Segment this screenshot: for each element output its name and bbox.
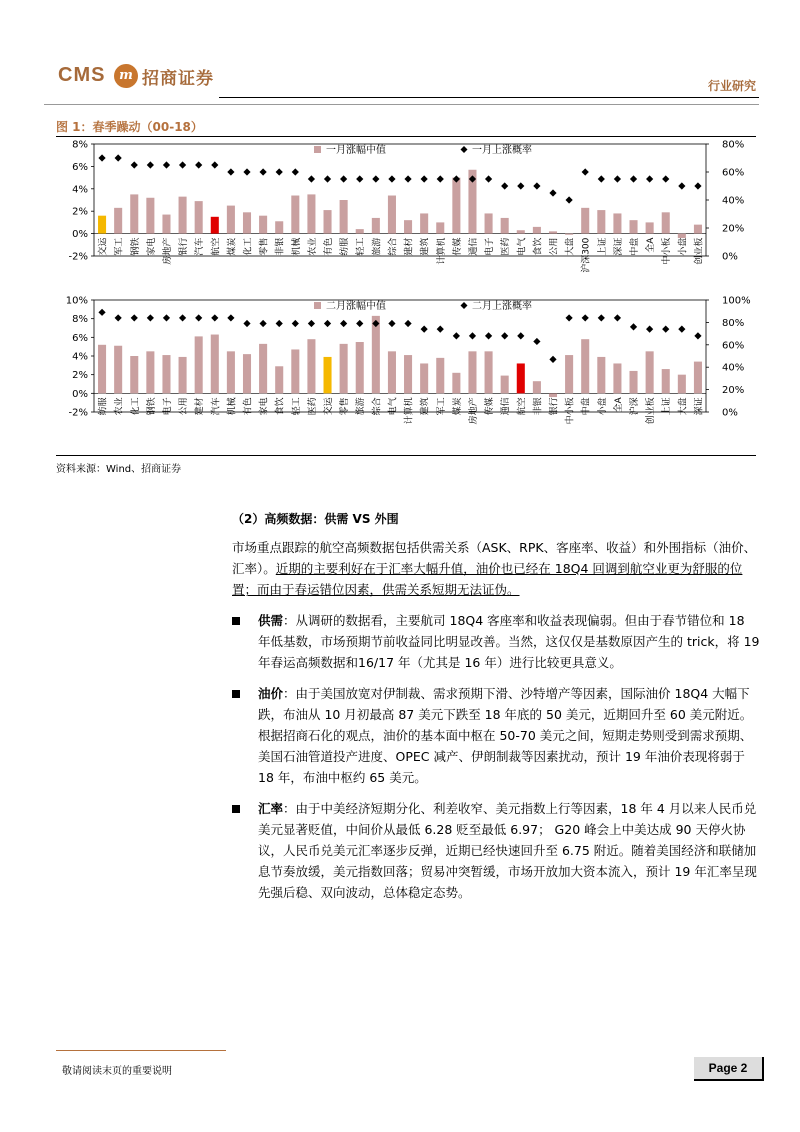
marker-非银	[276, 168, 283, 175]
y-tick-label: 6%	[72, 161, 88, 173]
marker-上证	[662, 326, 669, 333]
category-label: 家电	[146, 237, 157, 256]
bar-纺服	[98, 345, 106, 394]
marker-医药	[308, 320, 315, 327]
bar-通信	[501, 376, 509, 394]
bullet-exchange-rate	[232, 798, 760, 903]
marker-深证	[694, 332, 701, 339]
marker-小盘	[598, 314, 605, 321]
category-label: 房地产	[162, 237, 173, 265]
marker-创业板	[694, 182, 701, 189]
marker-房地产	[469, 332, 476, 339]
category-label: 中小板	[662, 237, 673, 265]
y2-tick-label: 0%	[722, 407, 738, 419]
bar-农业	[307, 194, 315, 233]
chart-february	[56, 294, 756, 454]
bar-深证	[613, 213, 621, 233]
bar-建筑	[420, 213, 428, 233]
marker-银行	[549, 356, 556, 363]
category-label: 汽车	[211, 397, 222, 416]
bullet-label: 油价	[258, 686, 284, 701]
category-label: 沪深	[630, 397, 641, 416]
category-label: 全A	[646, 237, 657, 253]
category-label: 非银	[275, 237, 286, 256]
bar-综合	[372, 316, 380, 393]
marker-煤炭	[453, 332, 460, 339]
bar-航空	[211, 217, 219, 234]
marker-轻工	[356, 175, 363, 182]
bar-上证	[597, 210, 605, 234]
company-logo	[58, 62, 228, 94]
category-label: 机械	[227, 397, 238, 416]
marker-煤炭	[227, 168, 234, 175]
category-label: 建材	[404, 237, 415, 256]
figure-title: 图 1：春季躁动（00-18）	[56, 120, 203, 134]
marker-机械	[292, 168, 299, 175]
legend-bar-swatch	[314, 146, 321, 153]
y2-tick-label: 0%	[722, 251, 738, 263]
figure-source: 资料来源：Wind、招商证券	[56, 464, 182, 475]
marker-建材	[404, 175, 411, 182]
marker-大盘	[566, 196, 573, 203]
plot-frame	[94, 300, 706, 412]
bar-有色	[243, 354, 251, 393]
y-tick-label: 2%	[72, 206, 88, 218]
marker-中小板	[662, 175, 669, 182]
header-rule-thin	[44, 104, 759, 105]
marker-中小板	[566, 314, 573, 321]
marker-轻工	[292, 320, 299, 327]
marker-有色	[243, 320, 250, 327]
bullet-text: ：由于中美经济短期分化、利差收窄、美元指数上行等因素，18 年 4 月以来人民币兑美元显著贬值，中间价从最低 6.28 贬至最低 6.97； G20 峰会上中美达成 90 天停火协议，人民币兑美元汇率逐步反弹，近期已经快速回升至 6.75 附近。随着美国经济和联储加息节奏放缓，美元指数回落；贸易冲突暂缓，市场开放加大资本流入，预计 19 年汇率呈现先强后稳、双向波动，总体稳定态势。	[258, 801, 757, 900]
marker-航空	[517, 332, 524, 339]
category-label: 交运	[98, 237, 109, 256]
category-label: 创业板	[646, 397, 657, 425]
legend-bar-swatch	[314, 302, 321, 309]
category-label: 银行	[549, 397, 560, 416]
bar-轻工	[356, 229, 364, 233]
bullet-oil-price	[232, 683, 760, 788]
marker-公用	[179, 314, 186, 321]
marker-航空	[211, 161, 218, 168]
footer-rule	[56, 1050, 226, 1051]
marker-食饮	[276, 320, 283, 327]
marker-汽车	[195, 161, 202, 168]
bar-公用	[549, 231, 557, 233]
bullet-square-icon	[232, 690, 240, 698]
bar-军工	[114, 208, 122, 234]
figure-top-rule	[56, 136, 756, 137]
category-label: 食饮	[275, 397, 286, 416]
bar-有色	[324, 210, 332, 234]
bar-食饮	[275, 366, 283, 393]
category-label: 中盘	[581, 397, 592, 416]
logo-badge-icon: m	[114, 64, 138, 88]
category-label: 通信	[501, 397, 512, 416]
bar-食饮	[533, 227, 541, 234]
category-label: 银行	[179, 237, 190, 256]
bar-传媒	[485, 351, 493, 393]
marker-化工	[131, 314, 138, 321]
marker-纺服	[340, 175, 347, 182]
bar-沪深	[630, 371, 638, 393]
bar-计算机	[404, 355, 412, 393]
category-label: 军工	[436, 397, 447, 416]
bar-中小板	[662, 212, 670, 233]
category-label: 有色	[324, 237, 335, 256]
bar-轻工	[291, 349, 299, 393]
bar-钢铁	[130, 194, 138, 233]
report-type: 行业研究	[707, 79, 756, 93]
category-label: 有色	[243, 397, 254, 416]
marker-电子	[163, 314, 170, 321]
category-label: 军工	[114, 237, 125, 256]
marker-建筑	[421, 326, 428, 333]
category-label: 农业	[307, 237, 318, 256]
y-tick-label: 0%	[72, 388, 88, 400]
category-label: 建材	[195, 397, 206, 416]
marker-家电	[260, 320, 267, 327]
intro-underlined-text: 近期的主要利好在于汇率大幅升值，油价也已经在 18Q4 回调到航空业更为舒服的位置；而由于春运错位因素，供需关系短期无法证伪。	[232, 561, 743, 597]
header-rule	[219, 97, 759, 98]
marker-军工	[437, 326, 444, 333]
bar-家电	[259, 344, 267, 393]
category-label: 纺服	[340, 237, 351, 256]
marker-农业	[115, 314, 122, 321]
marker-全A	[646, 175, 653, 182]
marker-食饮	[533, 182, 540, 189]
marker-机械	[227, 314, 234, 321]
y-tick-label: 10%	[65, 295, 88, 307]
bullet-square-icon	[232, 805, 240, 813]
bar-非银	[533, 381, 541, 393]
bar-建材	[195, 336, 203, 393]
marker-零售	[260, 168, 267, 175]
category-label: 沪深300	[581, 237, 592, 273]
marker-交运	[324, 320, 331, 327]
marker-中盘	[582, 314, 589, 321]
bar-沪深300	[581, 208, 589, 234]
marker-钢铁	[147, 314, 154, 321]
bar-综合	[388, 196, 396, 234]
category-label: 医药	[307, 397, 318, 416]
bar-家电	[146, 198, 154, 234]
y-tick-label: 0%	[72, 229, 88, 241]
bar-传媒	[452, 178, 460, 234]
category-label: 轻工	[356, 237, 367, 256]
category-label: 旅游	[372, 237, 383, 256]
legend-bar-label: 二月涨幅中值	[326, 301, 386, 312]
bar-全A	[646, 222, 654, 233]
bar-军工	[436, 358, 444, 393]
marker-小盘	[678, 182, 685, 189]
bar-小盘	[597, 357, 605, 393]
bullet-square-icon	[232, 617, 240, 625]
marker-非银	[533, 338, 540, 345]
bullet-label: 供需	[258, 613, 284, 628]
bar-电气	[517, 230, 525, 233]
category-label: 钢铁	[130, 237, 141, 256]
marker-通信	[501, 332, 508, 339]
marker-传媒	[485, 332, 492, 339]
y-tick-label: 8%	[72, 139, 88, 151]
category-label: 计算机	[436, 237, 447, 265]
marker-综合	[388, 175, 395, 182]
category-label: 公用	[179, 397, 190, 416]
logo-company-name: 招商证券	[142, 69, 214, 89]
y-tick-label: 6%	[72, 332, 88, 344]
category-label: 中小板	[565, 397, 576, 425]
category-label: 传媒	[452, 237, 463, 256]
category-label: 航空	[517, 397, 528, 416]
bar-计算机	[436, 222, 444, 233]
marker-建材	[195, 314, 202, 321]
legend-marker-label: 一月上涨概率	[472, 145, 532, 156]
bar-银行	[549, 393, 557, 397]
category-label: 电气	[388, 397, 399, 416]
bar-中盘	[581, 339, 589, 393]
marker-电子	[485, 175, 492, 182]
marker-大盘	[678, 326, 685, 333]
category-label: 纺服	[98, 397, 109, 416]
figure-bottom-rule	[56, 455, 756, 456]
marker-农业	[308, 175, 315, 182]
y2-tick-label: 20%	[722, 223, 745, 235]
bar-煤炭	[227, 206, 235, 234]
marker-房地产	[163, 161, 170, 168]
bar-化工	[243, 212, 251, 233]
marker-沪深300	[582, 168, 589, 175]
category-label: 轻工	[291, 397, 302, 416]
bar-医药	[501, 218, 509, 234]
marker-零售	[340, 320, 347, 327]
category-label: 旅游	[356, 397, 367, 416]
legend-marker-swatch	[461, 302, 468, 309]
bar-旅游	[372, 218, 380, 234]
category-label: 零售	[340, 397, 351, 416]
y-tick-label: 8%	[72, 314, 88, 326]
category-label: 农业	[114, 397, 125, 416]
category-label: 公用	[549, 237, 560, 256]
category-label: 钢铁	[146, 397, 157, 416]
y-tick-label: -2%	[68, 407, 88, 419]
bar-电子	[162, 355, 170, 393]
bar-中小板	[565, 355, 573, 393]
marker-纺服	[98, 309, 105, 316]
bar-汽车	[211, 335, 219, 394]
category-label: 深证	[694, 397, 705, 416]
category-label: 家电	[259, 397, 270, 416]
category-label: 传媒	[485, 397, 496, 416]
marker-银行	[179, 161, 186, 168]
marker-建筑	[421, 175, 428, 182]
y2-tick-label: 100%	[722, 295, 751, 307]
bar-创业板	[694, 225, 702, 234]
bar-小盘	[678, 234, 686, 238]
footer-note: 敬请阅读末页的重要说明	[62, 1066, 172, 1077]
bar-房地产	[162, 215, 170, 234]
section-title: （2）高频数据：供需 VS 外围	[232, 512, 399, 526]
marker-全A	[614, 314, 621, 321]
category-label: 化工	[130, 397, 141, 416]
marker-创业板	[646, 326, 653, 333]
bar-大盘	[565, 234, 573, 235]
category-label: 非银	[533, 397, 544, 416]
bar-机械	[291, 196, 299, 234]
y-tick-label: -2%	[68, 251, 88, 263]
y2-tick-label: 60%	[722, 340, 745, 352]
y2-tick-label: 20%	[722, 385, 745, 397]
marker-电气	[388, 320, 395, 327]
category-label: 机械	[291, 237, 302, 256]
marker-电气	[517, 182, 524, 189]
bar-银行	[179, 197, 187, 234]
bullet-label: 汇率	[258, 801, 284, 816]
category-label: 计算机	[404, 397, 415, 425]
marker-沪深	[630, 323, 637, 330]
category-label: 电气	[517, 237, 528, 256]
chart-january	[56, 138, 756, 298]
category-label: 化工	[243, 237, 254, 256]
category-label: 建筑	[420, 397, 431, 416]
bar-航空	[517, 363, 525, 393]
category-label: 大盘	[565, 237, 576, 256]
category-label: 医药	[501, 237, 512, 256]
category-label: 通信	[468, 237, 479, 256]
category-label: 上证	[597, 237, 608, 256]
marker-军工	[115, 154, 122, 161]
bar-电气	[388, 351, 396, 393]
category-label: 房地产	[468, 397, 479, 425]
bar-公用	[179, 357, 187, 393]
marker-钢铁	[131, 161, 138, 168]
legend-marker-swatch	[461, 146, 468, 153]
marker-中盘	[630, 175, 637, 182]
bar-上证	[662, 369, 670, 393]
bullet-text: ：由于美国放宽对伊制裁、需求预期下滑、沙特增产等因素，国际油价 18Q4 大幅下跌，布油从 10 月初最高 87 美元下跌至 18 年底的 50 美元，近期回升至 60 美元附近。根据招商石化的观点，油价的基本面中枢在 50-70 美元之间，短期走势则受到需求预期、美国石油管道投产进度、OPEC 减产、伊朗制裁等因素扰动，预计 19 年油价表现将弱于 18 年，布油中枢约 65 美元。	[258, 686, 753, 785]
legend-marker-label: 二月上涨概率	[472, 301, 532, 312]
marker-医药	[501, 182, 508, 189]
y2-tick-label: 40%	[722, 362, 745, 374]
bar-医药	[307, 339, 315, 393]
category-label: 电子	[485, 237, 496, 256]
marker-交运	[98, 154, 105, 161]
category-label: 综合	[388, 237, 399, 256]
category-label: 小盘	[678, 237, 689, 256]
bar-零售	[340, 344, 348, 393]
category-label: 航空	[211, 237, 222, 256]
bar-机械	[227, 351, 235, 393]
category-label: 全A	[613, 397, 624, 413]
category-label: 中盘	[630, 237, 641, 256]
bullet-text: ：从调研的数据看，主要航司 18Q4 客座率和收益表现偏弱。但由于春节错位和 18 年低基数，市场预期节前收益同比明显改善。当然，这仅仅是基数原因产生的 trick，将 19 年春运高频数据和16/17 年（尤其是 16 年）进行比较更具意义。	[258, 613, 760, 670]
y-tick-label: 2%	[72, 370, 88, 382]
marker-汽车	[211, 314, 218, 321]
page-number: Page 2	[694, 1057, 764, 1081]
category-label: 煤炭	[227, 237, 238, 256]
y2-tick-label: 80%	[722, 139, 745, 151]
bar-煤炭	[452, 373, 460, 394]
bar-化工	[130, 356, 138, 393]
bar-大盘	[678, 375, 686, 394]
category-label: 汽车	[195, 237, 206, 256]
category-label: 创业板	[694, 237, 705, 265]
category-label: 建筑	[420, 237, 431, 256]
legend-bar-label: 一月涨幅中值	[326, 145, 386, 156]
marker-旅游	[372, 175, 379, 182]
marker-化工	[243, 168, 250, 175]
bar-深证	[694, 362, 702, 394]
y2-tick-label: 60%	[722, 167, 745, 179]
marker-旅游	[356, 320, 363, 327]
category-label: 综合	[372, 397, 383, 416]
bar-中盘	[630, 220, 638, 233]
category-label: 上证	[662, 397, 673, 416]
bar-汽车	[195, 201, 203, 233]
bar-零售	[259, 216, 267, 234]
bar-农业	[114, 346, 122, 394]
bar-交运	[98, 216, 106, 234]
category-label: 食饮	[533, 237, 544, 256]
marker-有色	[324, 175, 331, 182]
bar-房地产	[468, 351, 476, 393]
logo-cms-text: CMS	[58, 64, 106, 86]
category-label: 深证	[613, 237, 624, 256]
bar-纺服	[340, 200, 348, 234]
category-label: 小盘	[597, 397, 608, 416]
category-label: 零售	[259, 237, 270, 256]
marker-计算机	[437, 175, 444, 182]
marker-上证	[598, 175, 605, 182]
y-tick-label: 4%	[72, 184, 88, 196]
bar-建材	[404, 220, 412, 233]
category-label: 煤炭	[452, 397, 463, 416]
bar-全A	[613, 363, 621, 393]
bullet-supply-demand	[232, 610, 760, 673]
bar-钢铁	[146, 351, 154, 393]
y2-tick-label: 40%	[722, 195, 745, 207]
intro-plain-text: 市场重点跟踪的航空高频数据包括供需关系（ASK、RPK、客座率、收益）和外围指标（油价、汇率）。	[232, 540, 757, 576]
y2-tick-label: 80%	[722, 317, 745, 329]
bar-交运	[324, 357, 332, 393]
y-tick-label: 4%	[72, 351, 88, 363]
bar-旅游	[356, 342, 364, 393]
marker-计算机	[404, 320, 411, 327]
category-label: 交运	[324, 397, 335, 416]
category-label: 大盘	[678, 397, 689, 416]
marker-深证	[614, 175, 621, 182]
bar-创业板	[646, 351, 654, 393]
marker-公用	[549, 189, 556, 196]
marker-家电	[147, 161, 154, 168]
category-label: 电子	[162, 397, 173, 416]
bar-电子	[485, 213, 493, 233]
bar-建筑	[420, 363, 428, 393]
intro-paragraph	[232, 537, 760, 600]
bar-非银	[275, 221, 283, 233]
